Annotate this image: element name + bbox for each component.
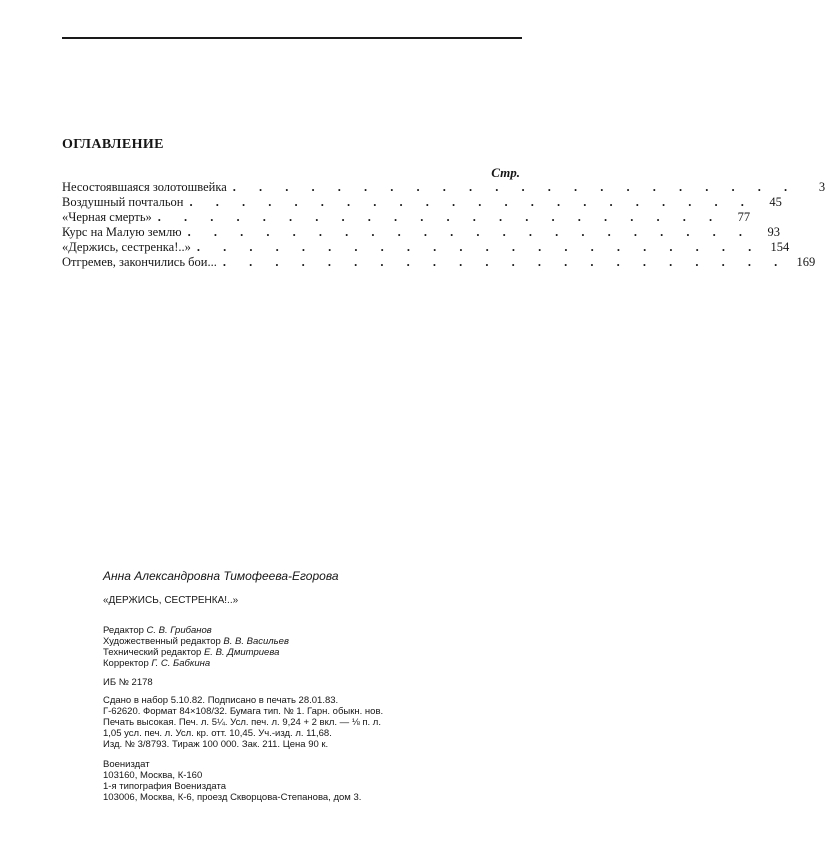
toc-entry-title: Отгремев, закончились бои... (62, 255, 217, 269)
toc-entry-page: 154 (770, 240, 790, 254)
dot-leader: . . . . . . . . . . . . . . . . . . . . . . (196, 240, 762, 254)
toc-entry-page: 93 (767, 225, 781, 239)
dot-leader: . . . . . . . . . . . . . . . . . . . . . . (187, 225, 753, 239)
toc-entry (62, 255, 816, 270)
credit-role: Корректор (103, 658, 149, 669)
dot-leader: . . . . . . . . . . . . . . . . . . . . . . (232, 180, 798, 194)
toc-entry-title: Несостоявшаяся золотошвейка (62, 180, 227, 194)
toc-entry-page: 45 (769, 195, 782, 209)
publisher-line: 1-я типография Воениздата (103, 781, 227, 792)
print-line: Изд. № 3/8793. Тираж 100 000. Зак. 211. Цена 90 к. (103, 739, 329, 750)
toc-entry (62, 240, 790, 255)
book-title: «ДЕРЖИСЬ, СЕСТРЕНКА!..» (103, 595, 239, 606)
credit-name: Е. В. Дмитриева (203, 647, 280, 658)
publisher-block (103, 759, 361, 803)
toc-entry-title: «Черная смерть» (62, 210, 152, 224)
dot-leader: . . . . . . . . . . . . . . . . . . . . . . (157, 210, 723, 224)
credit-role: Редактор (103, 625, 144, 636)
table-of-contents (62, 180, 825, 270)
credit-name: С. В. Грибанов (146, 625, 212, 636)
credit-line (103, 658, 289, 669)
credit-role: Художественный редактор (103, 636, 221, 647)
toc-entry (62, 180, 825, 195)
toc-entry-title: «Держись, сестренка!..» (62, 240, 191, 254)
credit-line (103, 647, 289, 658)
dot-leader: . . . . . . . . . . . . . . . . . . . . . . (189, 195, 754, 209)
printing-details (103, 695, 383, 750)
publisher-line: 103160, Москва, К-160 (103, 770, 203, 781)
credit-name: Г. С. Бабкина (151, 658, 211, 669)
toc-entry (62, 210, 751, 225)
print-line: 1,05 усл. печ. л. Усл. кр. отт. 10,45. Уч.-изд. л. 11,68. (103, 728, 332, 739)
toc-entry-page: 169 (796, 255, 816, 269)
toc-entry (62, 195, 782, 210)
publisher-line: 103006, Москва, К-6, проезд Скворцова-Степанова, дом 3. (103, 792, 362, 803)
toc-entry-title: Курс на Малую землю (62, 225, 182, 239)
page-column-label: Стр. (491, 165, 520, 180)
credit-role: Технический редактор (103, 647, 202, 658)
ib-number: ИБ № 2178 (103, 677, 153, 688)
credits-block (103, 625, 289, 669)
dot-leader: . . . . . . . . . . . . . . . . . . . . . . (222, 255, 788, 269)
print-line: Сдано в набор 5.10.82. Подписано в печать 28.01.83. (103, 695, 339, 706)
toc-heading: ОГЛАВЛЕНИЕ (62, 137, 164, 152)
toc-entry-page: 3 (818, 180, 825, 194)
print-line: Печать высокая. Печ. л. 5¼. Усл. печ. л. 9,24 + 2 вкл. — ⅛ п. л. (103, 717, 381, 728)
toc-entry-title: Воздушный почтальон (62, 195, 184, 209)
publisher-line: Воениздат (103, 759, 150, 770)
author-name: Анна Александровна Тимофеева-Егорова (103, 569, 339, 583)
credit-line (103, 625, 289, 636)
toc-entry (62, 225, 781, 240)
top-rule (62, 37, 522, 39)
credit-line (103, 636, 289, 647)
toc-entry-page: 77 (737, 210, 751, 224)
print-line: Г-62620. Формат 84×108/32. Бумага тип. № 1. Гарн. обыкн. нов. (103, 706, 384, 717)
credit-name: В. В. Васильев (223, 636, 289, 647)
